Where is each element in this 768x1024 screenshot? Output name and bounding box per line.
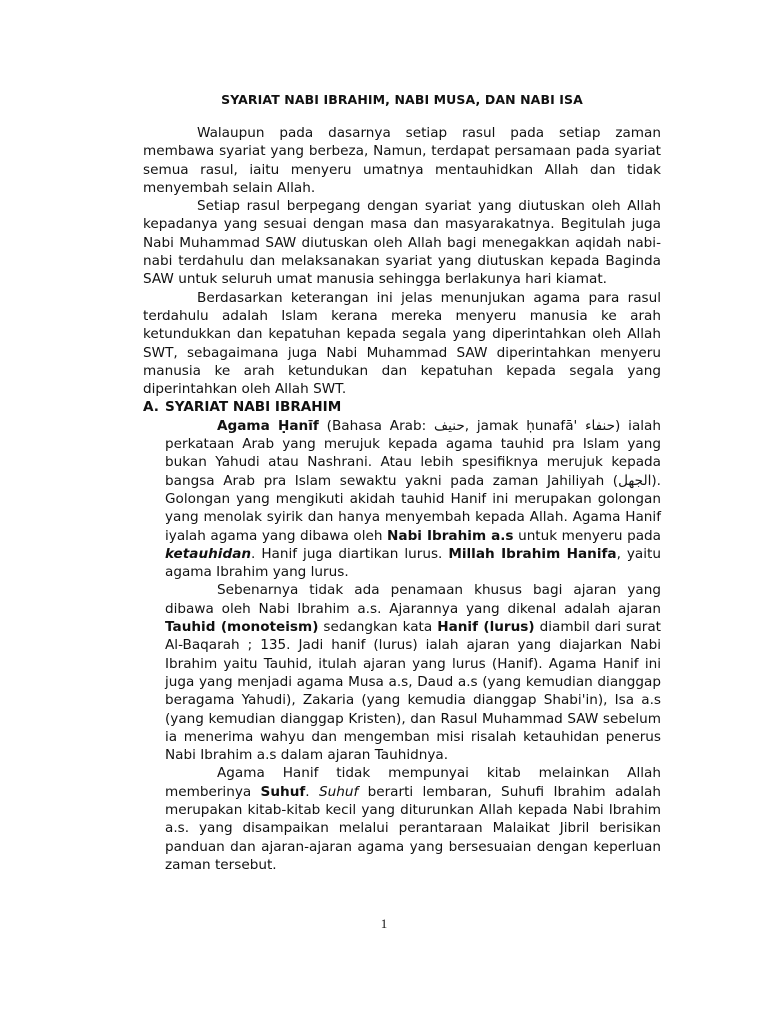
arabic-hunafa: حنفاء [585, 417, 616, 434]
section-a-paragraph-1: Agama Ḥanīf (Bahasa Arab: حنيف, jamak ḥunafā' حنفاء) ialah perkataan Arab yang merujuk kepada agama tauhid pra Islam yang bukan Yahudi atau Nashrani. Atau lebih spesifiknya merujuk kepada bangsa Arab pra Islam sewaktu yakni pada zaman Jahiliyah (الجهل). Golongan yang mengikuti akidah tauhid Hanif ini merupakan golongan yang menolak syirik dan hanya menyembah kepada Allah. Agama Hanif iyalah agama yang dibawa oleh Nabi Ibrahim a.s untuk menyeru pada ketauhidan. Hanif juga diartikan lurus. Millah Ibrahim Hanifa, yaitu agama Ibrahim yang lurus. [165, 417, 662, 581]
intro-paragraph-2: Setiap rasul berpegang dengan syariat yang diutuskan oleh Allah kepadanya yang sesuai dengan masa dan masyarakatnya. Begitulah juga Nabi Muhammad SAW diutuskan oleh Allah bagi menegakkan aqidah nabi-nabi terdahulu dan melaksanakan syariat yang diutuskan kepada Baginda SAW untuk seluruh umat manusia sehingga berlakunya hari kiamat. [143, 198, 661, 288]
term-tauhid: Tauhid (monoteism) [165, 619, 319, 636]
section-a-paragraph-3: Agama Hanif tidak mempunyai kitab melainkan Allah memberinya Suhuf. Suhuf berarti lembaran, Suhufi Ibrahim adalah merupakan kitab-kitab kecil yang diturunkan Allah kepada Nabi Ibrahim a.s. yang disampaikan melalui perantaraan Malaikat Jibril berisikan panduan dan ajaran-ajaran agama yang bersesuaian dengan keperluan zaman tersebut. [165, 765, 661, 873]
section-a-title: SYARIAT NABI IBRAHIM [165, 399, 342, 416]
term-agama-hanif: Agama Ḥanīf [217, 417, 319, 434]
page-number: 1 [380, 916, 388, 931]
arabic-jahl: الجهل [618, 472, 652, 489]
section-a-number: A. [143, 399, 159, 416]
intro-paragraph-3: Berdasarkan keterangan ini jelas menunjukan agama para rasul terdahulu adalah Islam kerana mereka menyeru manusia ke arah ketundukkan dan kepatuhan kepada segala yang diperintahkan oleh Allah SWT, sebagaimana juga Nabi Muhammad SAW diperintahkan menyeru manusia ke arah ketundukan dan kepatuhan kepada segala yang diperintahkan oleh Allah SWT. [143, 289, 661, 398]
section-a-paragraph-2: Sebenarnya tidak ada penamaan khusus bagi ajaran yang dibawa oleh Nabi Ibrahim a.s. Ajarannya yang dikenal adalah ajaran Tauhid (monoteism) sedangkan kata Hanif (lurus) diambil dari surat Al-Baqarah ; 135. Jadi hanif (lurus) ialah ajaran yang diajarkan Nabi Ibrahim yaitu Tauhid, itulah ajaran yang lurus (Hanif). Agama Hanif ini juga yang menjadi agama Musa a.s, Daud a.s (yang kemudian dianggap beragama Yahudi), Zakaria (yang kemudia dianggap Shabi'in), Isa a.s (yang kemudian dianggap Kristen), dan Rasul Muhammad SAW sebelum ia menerima wahyu dan mengemban misi risalah ketauhidan penerus Nabi Ibrahim a.s dalam ajaran Tauhidnya. [165, 582, 661, 764]
section-a-heading [143, 398, 661, 416]
term-suhuf: Suhuf [260, 783, 306, 800]
term-ketauhidan: ketauhidan [165, 545, 252, 562]
intro-paragraph-1: Walaupun pada dasarnya setiap rasul pada setiap zaman membawa syariat yang berbeza, Namun, terdapat persamaan pada syariat semua rasul, iaitu menyeru umatnya mentauhidkan Allah dan tidak menyembah selain Allah. [143, 125, 661, 196]
term-suhuf-italic: Suhuf [318, 783, 359, 800]
term-nabi-ibrahim: Nabi Ibrahim a.s [387, 527, 514, 544]
term-millah-ibrahim: Millah Ibrahim Hanifa [448, 545, 617, 562]
section-a-body [143, 417, 661, 874]
term-hanif-lurus: Hanif (lurus) [437, 619, 535, 636]
arabic-hanif: حنيف [434, 417, 465, 434]
document-title: SYARIAT NABI IBRAHIM, NABI MUSA, DAN NABI ISA [221, 92, 583, 107]
document-page [143, 92, 661, 874]
